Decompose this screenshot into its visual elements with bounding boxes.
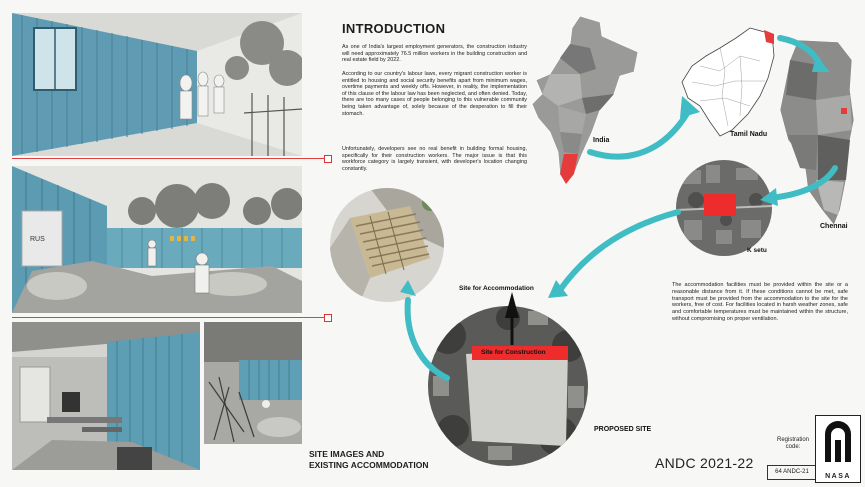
logo-text: NASA bbox=[825, 473, 851, 480]
intro-paragraph-1: As one of India's largest employment generators, the construction industry will need approximately 76.5 million workers in the building construction and real estate field by 2022. bbox=[342, 44, 527, 64]
svg-text:RUS: RUS bbox=[30, 236, 45, 243]
label-site-construction: Site for Construction bbox=[481, 349, 546, 356]
label-k-setu: K setu bbox=[747, 247, 767, 254]
label-chennai: Chennai bbox=[820, 223, 848, 230]
intro-title: INTRODUCTION bbox=[342, 21, 446, 36]
label-tamil-nadu: Tamil Nadu bbox=[730, 131, 768, 138]
intro-paragraph-2: According to our country's labour laws, every migrant construction worker is entitled to housing and social security benefits apart from minimum wages, overtime payments and weekly offs. However, in reality, the implementation of this clause of the labour law has been neglected, and often denied. Today, there are too many cases of people belonging to this vulnerable community being taken advantage of, solely because of the desperation to fill their stomach. bbox=[342, 71, 527, 117]
site-images-caption-line1: SITE IMAGES AND bbox=[309, 449, 385, 459]
label-site-accommodation: Site for Accommodation bbox=[459, 285, 534, 292]
label-india: India bbox=[593, 137, 610, 144]
label-proposed-site: PROPOSED SITE bbox=[594, 426, 652, 433]
intro-paragraph-3: Unfortunately, developers see no real benefit in building formal housing, specifically for their construction workers. The major issue is that this workforce category is largely transient, with developer's location changing constantly. bbox=[342, 146, 527, 172]
nasa-arch-icon bbox=[816, 416, 860, 466]
nasa-logo bbox=[815, 415, 861, 483]
registration-code: 64 ANDC-21 bbox=[767, 465, 817, 480]
site-note: The accommodation facilities must be provided within the site or a reasonable distance from it. If these conditions cannot be met, safe transport must be provided from the accommodation to the site for the workers, free of cost. For facilities located in harsh weather zones, safe and comfortable temperatures must be maintained within the structure, without compromising on proper ventilation. bbox=[672, 282, 848, 322]
competition-title: ANDC 2021-22 bbox=[655, 455, 754, 471]
site-images-caption-line2: EXISTING ACCOMMODATION bbox=[309, 460, 429, 470]
registration-label: Registration code: bbox=[776, 437, 809, 450]
site-images-caption bbox=[309, 449, 428, 471]
